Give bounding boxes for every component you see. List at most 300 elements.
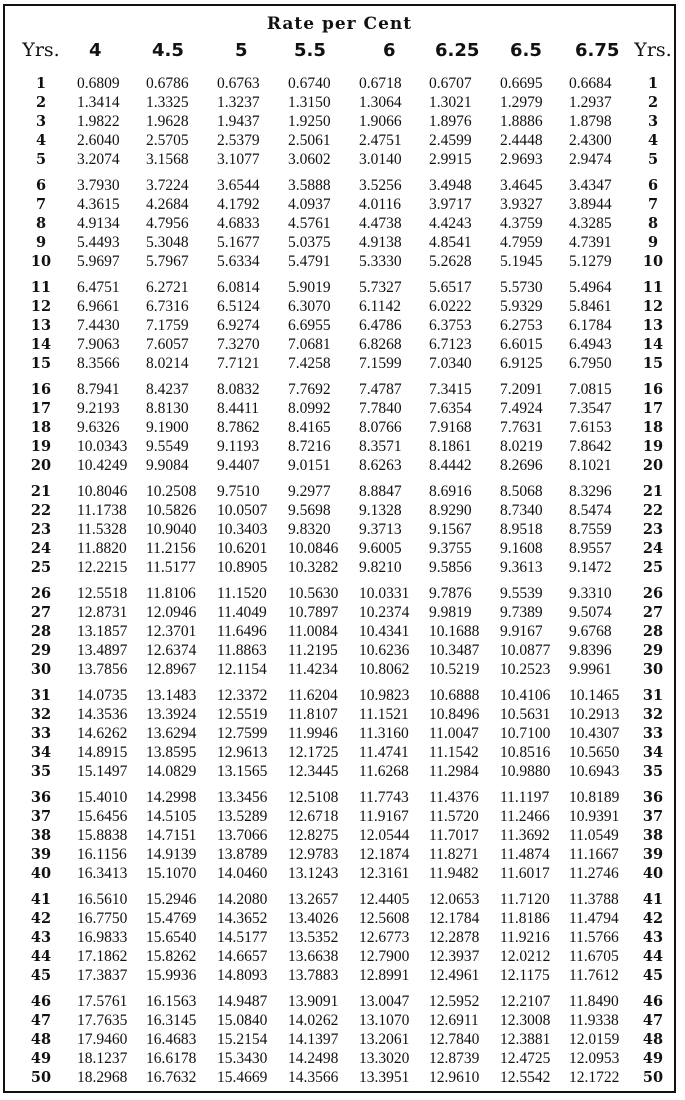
- value-cell: 11.5720: [429, 807, 479, 825]
- table-frame: [3, 4, 676, 1093]
- table-row: [9, 233, 674, 252]
- value-cell: 1.3237: [217, 93, 260, 111]
- value-cell: 8.9557: [569, 539, 612, 557]
- value-cell: 12.8731: [77, 603, 128, 621]
- value-cell: 4.4243: [429, 214, 472, 232]
- value-cell: 9.9167: [500, 622, 543, 640]
- value-cell: 4.7391: [569, 233, 612, 251]
- value-cell: 4.8541: [429, 233, 472, 251]
- year-label-left: 41: [30, 890, 52, 908]
- value-cell: 7.9168: [429, 418, 472, 436]
- value-cell: 0.6707: [429, 74, 472, 92]
- table-row: [9, 278, 674, 297]
- value-cell: 8.7340: [500, 501, 543, 519]
- value-cell: 14.0460: [217, 864, 268, 882]
- value-cell: 8.9518: [500, 520, 543, 538]
- year-label-right: 28: [642, 622, 664, 640]
- value-cell: 5.1945: [500, 252, 543, 270]
- value-cell: 9.6768: [569, 622, 612, 640]
- table-row: [9, 762, 674, 781]
- year-label-left: 3: [35, 112, 47, 130]
- value-cell: 10.2523: [500, 660, 551, 678]
- value-cell: 5.8461: [569, 297, 612, 315]
- value-cell: 1.3021: [429, 93, 472, 111]
- value-cell: 5.6517: [429, 278, 472, 296]
- value-cell: 12.3372: [217, 686, 268, 704]
- value-cell: 12.6773: [359, 928, 410, 946]
- year-label-right: 19: [642, 437, 664, 455]
- value-cell: 8.1861: [429, 437, 472, 455]
- value-cell: 6.7123: [429, 335, 472, 353]
- value-cell: 9.9819: [429, 603, 472, 621]
- table-row: [9, 1049, 674, 1068]
- value-cell: 12.9783: [288, 845, 339, 863]
- year-label-left: 37: [30, 807, 52, 825]
- value-cell: 16.7750: [77, 909, 128, 927]
- group-spacer: [9, 985, 674, 992]
- value-cell: 9.9084: [146, 456, 189, 474]
- year-label-right: 39: [642, 845, 664, 863]
- value-cell: 11.1542: [429, 743, 479, 761]
- value-cell: 12.6374: [146, 641, 197, 659]
- value-cell: 17.5761: [77, 992, 128, 1010]
- value-cell: 12.0953: [569, 1049, 620, 1067]
- value-cell: 11.5177: [146, 558, 196, 576]
- value-cell: 11.7743: [359, 788, 409, 806]
- value-cell: 16.5610: [77, 890, 128, 908]
- value-cell: 11.8106: [146, 584, 196, 602]
- value-cell: 15.8262: [146, 947, 197, 965]
- value-cell: 14.3536: [77, 705, 128, 723]
- value-cell: 11.3788: [569, 890, 619, 908]
- year-label-right: 17: [642, 399, 664, 417]
- year-label-right: 15: [642, 354, 664, 372]
- value-cell: 14.7151: [146, 826, 197, 844]
- value-cell: 7.9063: [77, 335, 120, 353]
- value-cell: 17.3837: [77, 966, 128, 984]
- value-cell: 14.6262: [77, 724, 128, 742]
- value-cell: 9.8210: [359, 558, 402, 576]
- year-label-left: 38: [30, 826, 52, 844]
- year-label-left: 40: [30, 864, 52, 882]
- value-cell: 5.0375: [288, 233, 331, 251]
- value-cell: 8.0219: [500, 437, 543, 455]
- value-cell: 10.9880: [500, 762, 551, 780]
- value-cell: 10.8062: [359, 660, 410, 678]
- year-label-right: 31: [642, 686, 664, 704]
- value-cell: 14.3566: [288, 1068, 339, 1086]
- value-cell: 12.6911: [429, 1011, 479, 1029]
- value-cell: 13.3020: [359, 1049, 410, 1067]
- value-cell: 4.9138: [359, 233, 402, 251]
- value-cell: 3.7224: [146, 176, 189, 194]
- rate-header: 5.5: [294, 39, 326, 61]
- value-cell: 16.3413: [77, 864, 128, 882]
- value-cell: 11.2156: [146, 539, 196, 557]
- value-cell: 8.3571: [359, 437, 402, 455]
- rate-table: [9, 35, 674, 1087]
- year-label-left: 4: [35, 131, 47, 149]
- value-cell: 5.6334: [217, 252, 260, 270]
- value-cell: 10.4106: [500, 686, 551, 704]
- value-cell: 11.4794: [569, 909, 619, 927]
- value-cell: 2.5061: [288, 131, 331, 149]
- value-cell: 12.2878: [429, 928, 480, 946]
- value-cell: 1.9628: [146, 112, 189, 130]
- value-cell: 4.2684: [146, 195, 189, 213]
- value-cell: 9.3310: [569, 584, 612, 602]
- value-cell: 11.6268: [359, 762, 409, 780]
- value-cell: 16.7632: [146, 1068, 197, 1086]
- year-label-right: 5: [647, 150, 659, 168]
- year-label-right: 1: [647, 74, 659, 92]
- value-cell: 8.5474: [569, 501, 612, 519]
- value-cell: 5.4964: [569, 278, 612, 296]
- table-row: [9, 845, 674, 864]
- value-cell: 1.2979: [500, 93, 543, 111]
- value-cell: 8.7559: [569, 520, 612, 538]
- value-cell: 11.4376: [429, 788, 479, 806]
- year-label-left: 16: [30, 380, 52, 398]
- value-cell: 12.3008: [500, 1011, 551, 1029]
- year-label-right: 33: [642, 724, 664, 742]
- rate-header: 6: [383, 39, 396, 61]
- value-cell: 6.2753: [500, 316, 543, 334]
- value-cell: 10.9823: [359, 686, 410, 704]
- value-cell: 12.1154: [217, 660, 267, 678]
- value-cell: 4.1792: [217, 195, 260, 213]
- value-cell: 13.1483: [146, 686, 197, 704]
- value-cell: 11.0549: [569, 826, 619, 844]
- value-cell: 9.1193: [217, 437, 260, 455]
- value-cell: 11.9216: [500, 928, 550, 946]
- value-cell: 10.8905: [217, 558, 268, 576]
- year-label-left: 23: [30, 520, 52, 538]
- value-cell: 15.3430: [217, 1049, 268, 1067]
- spacer-row: [9, 65, 674, 74]
- table-row: [9, 641, 674, 660]
- value-cell: 10.3403: [217, 520, 268, 538]
- value-cell: 12.5952: [429, 992, 480, 1010]
- value-cell: 12.2107: [500, 992, 551, 1010]
- value-cell: 8.8847: [359, 482, 402, 500]
- value-cell: 13.2061: [359, 1030, 410, 1048]
- value-cell: 4.0116: [359, 195, 402, 213]
- table-row: [9, 660, 674, 679]
- table-row: [9, 1011, 674, 1030]
- value-cell: 3.4347: [569, 176, 612, 194]
- value-cell: 14.1397: [288, 1030, 339, 1048]
- value-cell: 13.8789: [217, 845, 268, 863]
- value-cell: 17.1862: [77, 947, 128, 965]
- value-cell: 7.8642: [569, 437, 612, 455]
- value-cell: 7.3415: [429, 380, 472, 398]
- value-cell: 9.6326: [77, 418, 120, 436]
- year-label-right: 8: [647, 214, 659, 232]
- table-row: [9, 176, 674, 195]
- value-cell: 11.5328: [77, 520, 127, 538]
- table-row: [9, 539, 674, 558]
- value-cell: 2.9915: [429, 150, 472, 168]
- value-cell: 12.2215: [77, 558, 128, 576]
- value-cell: 11.3160: [359, 724, 409, 742]
- value-cell: 7.0815: [569, 380, 612, 398]
- value-cell: 0.6763: [217, 74, 260, 92]
- year-label-right: 2: [647, 93, 659, 111]
- value-cell: 4.6833: [217, 214, 260, 232]
- value-cell: 14.5105: [146, 807, 197, 825]
- year-label-left: 12: [30, 297, 52, 315]
- value-cell: 1.3325: [146, 93, 189, 111]
- value-cell: 13.1070: [359, 1011, 410, 1029]
- table-row: [9, 316, 674, 335]
- rate-header: 6.25: [435, 39, 480, 61]
- value-cell: 0.6684: [569, 74, 612, 92]
- value-cell: 7.4430: [77, 316, 120, 334]
- year-label-left: 11: [30, 278, 52, 296]
- value-cell: 0.6695: [500, 74, 543, 92]
- value-cell: 5.9019: [288, 278, 331, 296]
- value-cell: 13.9091: [288, 992, 339, 1010]
- table-row: [9, 584, 674, 603]
- value-cell: 7.7631: [500, 418, 543, 436]
- value-cell: 5.1677: [217, 233, 260, 251]
- value-cell: 8.0832: [217, 380, 260, 398]
- value-cell: 10.2913: [569, 705, 620, 723]
- value-cell: 15.8838: [77, 826, 128, 844]
- value-cell: 11.9482: [429, 864, 479, 882]
- year-label-left: 28: [30, 622, 52, 640]
- value-cell: 12.3445: [288, 762, 339, 780]
- value-cell: 13.6638: [288, 947, 339, 965]
- value-cell: 5.9329: [500, 297, 543, 315]
- value-cell: 10.5631: [500, 705, 551, 723]
- value-cell: 6.4943: [569, 335, 612, 353]
- value-cell: 7.1599: [359, 354, 402, 372]
- value-cell: 4.3285: [569, 214, 612, 232]
- value-cell: 1.9822: [77, 112, 120, 130]
- value-cell: 3.7930: [77, 176, 120, 194]
- value-cell: 1.8798: [569, 112, 612, 130]
- year-label-left: 32: [30, 705, 52, 723]
- value-cell: 13.1857: [77, 622, 128, 640]
- year-label-left: 33: [30, 724, 52, 742]
- value-cell: 7.4258: [288, 354, 331, 372]
- year-label-right: 7: [647, 195, 659, 213]
- value-cell: 2.9693: [500, 150, 543, 168]
- value-cell: 16.1563: [146, 992, 197, 1010]
- value-cell: 17.9460: [77, 1030, 128, 1048]
- table-row: [9, 992, 674, 1011]
- value-cell: 0.6718: [359, 74, 402, 92]
- header-row: [9, 35, 674, 65]
- value-cell: 17.7635: [77, 1011, 128, 1029]
- value-cell: 6.7316: [146, 297, 189, 315]
- year-label-left: 1: [35, 74, 47, 92]
- year-label-right: 43: [642, 928, 664, 946]
- year-label-left: 9: [35, 233, 47, 251]
- year-label-left: 29: [30, 641, 52, 659]
- value-cell: 6.9661: [77, 297, 120, 315]
- group-spacer: [9, 679, 674, 686]
- value-cell: 12.9613: [217, 743, 268, 761]
- year-label-right: 3: [647, 112, 659, 130]
- value-cell: 10.5630: [288, 584, 339, 602]
- year-label-right: 38: [642, 826, 664, 844]
- year-label-right: 37: [642, 807, 664, 825]
- value-cell: 10.3487: [429, 641, 480, 659]
- year-label-right: 46: [642, 992, 664, 1010]
- value-cell: 8.8130: [146, 399, 189, 417]
- value-cell: 12.0946: [146, 603, 197, 621]
- table-row: [9, 214, 674, 233]
- value-cell: 2.6040: [77, 131, 120, 149]
- value-cell: 11.7120: [500, 890, 550, 908]
- value-cell: 9.5539: [500, 584, 543, 602]
- year-label-right: 45: [642, 966, 664, 984]
- table-row: [9, 131, 674, 150]
- value-cell: 9.7510: [217, 482, 260, 500]
- value-cell: 9.1472: [569, 558, 612, 576]
- value-cell: 4.3615: [77, 195, 120, 213]
- year-label-left: 30: [30, 660, 52, 678]
- value-cell: 14.8915: [77, 743, 128, 761]
- value-cell: 12.6718: [288, 807, 339, 825]
- value-cell: 4.7959: [500, 233, 543, 251]
- table-row: [9, 807, 674, 826]
- year-label-right: 49: [642, 1049, 664, 1067]
- value-cell: 12.1725: [288, 743, 339, 761]
- year-label-right: 44: [642, 947, 664, 965]
- value-cell: 1.9437: [217, 112, 260, 130]
- value-cell: 8.0214: [146, 354, 189, 372]
- year-label-right: 12: [642, 297, 664, 315]
- value-cell: 15.2946: [146, 890, 197, 908]
- year-label-right: 4: [647, 131, 659, 149]
- group-spacer: [9, 781, 674, 788]
- value-cell: 13.7883: [288, 966, 339, 984]
- value-cell: 4.5761: [288, 214, 331, 232]
- years-header-right: Yrs.: [634, 39, 672, 61]
- table-row: [9, 928, 674, 947]
- year-label-right: 23: [642, 520, 664, 538]
- value-cell: 9.8396: [569, 641, 612, 659]
- value-cell: 2.4300: [569, 131, 612, 149]
- table-row: [9, 520, 674, 539]
- value-cell: 15.4769: [146, 909, 197, 927]
- value-cell: 13.4026: [288, 909, 339, 927]
- value-cell: 8.7216: [288, 437, 331, 455]
- table-row: [9, 380, 674, 399]
- year-label-left: 8: [35, 214, 47, 232]
- value-cell: 14.2998: [146, 788, 197, 806]
- year-label-left: 7: [35, 195, 47, 213]
- value-cell: 11.8107: [288, 705, 338, 723]
- value-cell: 11.8820: [77, 539, 127, 557]
- value-cell: 7.4924: [500, 399, 543, 417]
- table-row: [9, 195, 674, 214]
- value-cell: 11.3692: [500, 826, 550, 844]
- value-cell: 1.9250: [288, 112, 331, 130]
- value-cell: 10.5219: [429, 660, 480, 678]
- year-label-left: 19: [30, 437, 52, 455]
- year-label-right: 30: [642, 660, 664, 678]
- value-cell: 11.9338: [569, 1011, 619, 1029]
- value-cell: 3.0602: [288, 150, 331, 168]
- value-cell: 7.7121: [217, 354, 260, 372]
- value-cell: 12.0653: [429, 890, 480, 908]
- year-label-left: 35: [30, 762, 52, 780]
- value-cell: 7.3270: [217, 335, 260, 353]
- value-cell: 15.4669: [217, 1068, 268, 1086]
- year-label-right: 41: [642, 890, 664, 908]
- table-row: [9, 456, 674, 475]
- value-cell: 11.0047: [429, 724, 479, 742]
- year-label-left: 49: [30, 1049, 52, 1067]
- value-cell: 8.4442: [429, 456, 472, 474]
- year-label-left: 34: [30, 743, 52, 761]
- table-row: [9, 826, 674, 845]
- value-cell: 8.3566: [77, 354, 120, 372]
- value-cell: 12.4405: [359, 890, 410, 908]
- table-row: [9, 1068, 674, 1087]
- value-cell: 3.1568: [146, 150, 189, 168]
- year-label-right: 6: [647, 176, 659, 194]
- table-row: [9, 112, 674, 131]
- value-cell: 9.1567: [429, 520, 472, 538]
- value-cell: 12.1784: [429, 909, 480, 927]
- value-cell: 1.9066: [359, 112, 402, 130]
- value-cell: 10.2508: [146, 482, 197, 500]
- year-label-right: 13: [642, 316, 664, 334]
- value-cell: 16.3145: [146, 1011, 197, 1029]
- value-cell: 12.3937: [429, 947, 480, 965]
- year-label-left: 27: [30, 603, 52, 621]
- value-cell: 14.6657: [217, 947, 268, 965]
- value-cell: 1.3150: [288, 93, 331, 111]
- table-row: [9, 482, 674, 501]
- table-row: [9, 603, 674, 622]
- value-cell: 4.0937: [288, 195, 331, 213]
- table-row: [9, 74, 674, 93]
- year-label-left: 20: [30, 456, 52, 474]
- year-label-left: 21: [30, 482, 52, 500]
- value-cell: 16.1156: [77, 845, 127, 863]
- year-label-right: 18: [642, 418, 664, 436]
- value-cell: 1.3064: [359, 93, 402, 111]
- rate-header: 4.5: [152, 39, 184, 61]
- value-cell: 11.1738: [77, 501, 127, 519]
- table-row: [9, 93, 674, 112]
- value-cell: 12.1874: [359, 845, 410, 863]
- value-cell: 10.8516: [500, 743, 551, 761]
- value-cell: 11.9167: [359, 807, 409, 825]
- value-cell: 16.4683: [146, 1030, 197, 1048]
- table-row: [9, 743, 674, 762]
- value-cell: 11.1521: [359, 705, 409, 723]
- value-cell: 9.1608: [500, 539, 543, 557]
- value-cell: 14.0735: [77, 686, 128, 704]
- value-cell: 12.7900: [359, 947, 410, 965]
- table-row: [9, 558, 674, 577]
- value-cell: 10.2374: [359, 603, 410, 621]
- value-cell: 13.3456: [217, 788, 268, 806]
- value-cell: 10.9391: [569, 807, 620, 825]
- table-row: [9, 724, 674, 743]
- year-label-left: 39: [30, 845, 52, 863]
- value-cell: 11.9946: [288, 724, 338, 742]
- year-label-left: 10: [30, 252, 52, 270]
